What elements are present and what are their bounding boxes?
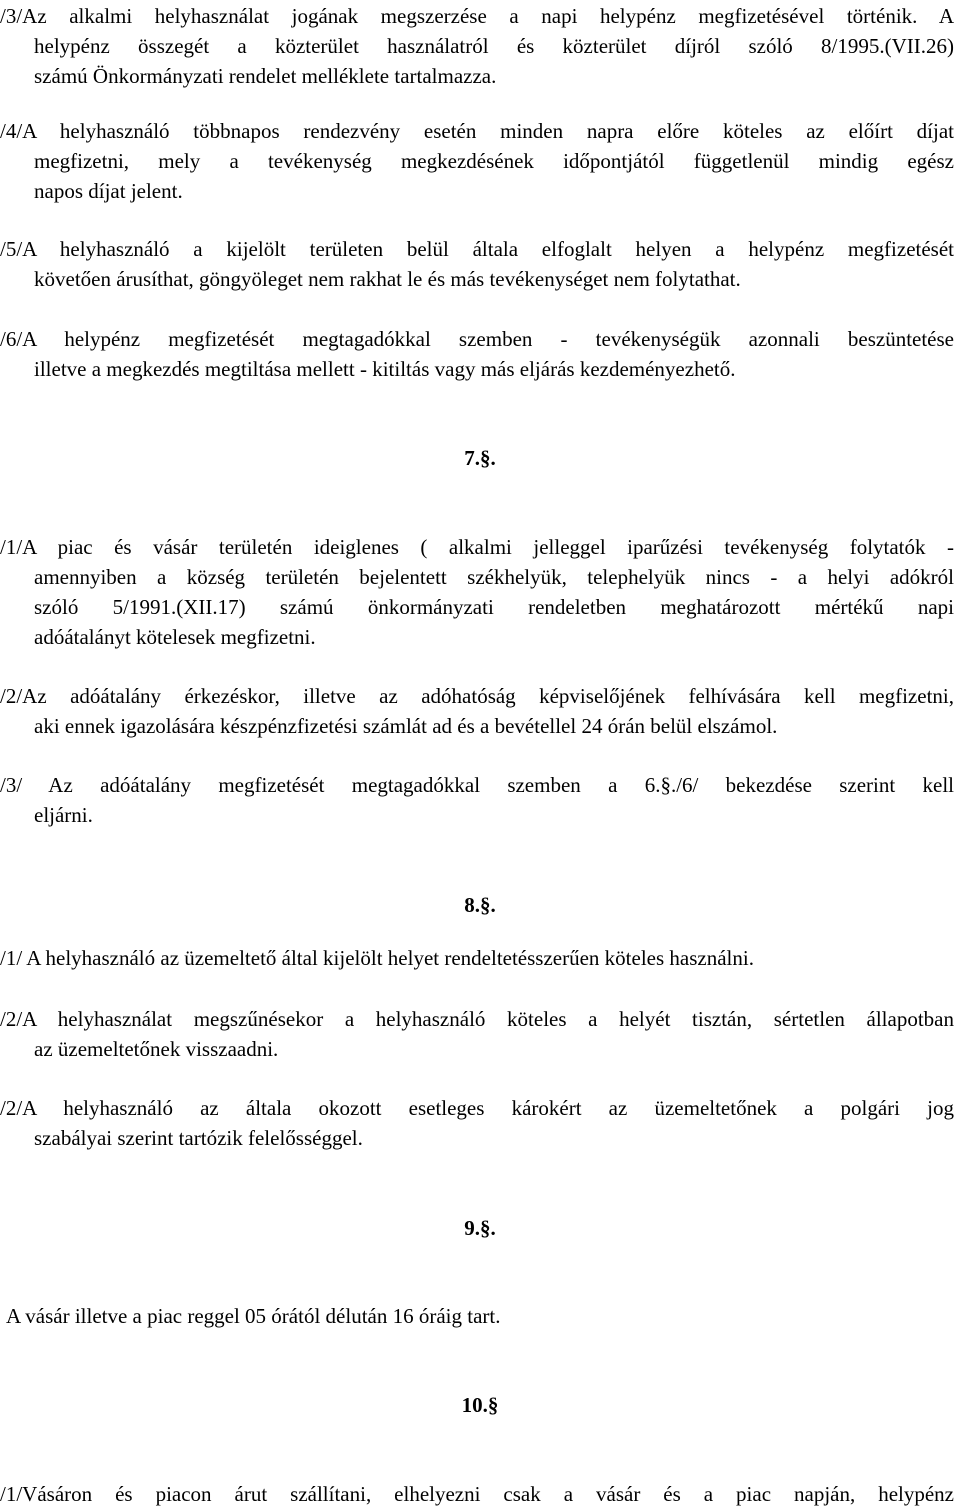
section-heading-7: 7.§. xyxy=(464,446,496,470)
paragraph-line: /6/A helypénz megfizetését megtagadókkal szemben - tevékenységük azonnali beszüntetése xyxy=(0,327,954,351)
paragraph-line: /2/Az adóátalány érkezéskor, illetve az adóhatóság képviselőjének felhívására kell megfizetni, xyxy=(0,684,954,708)
paragraph-6-3 xyxy=(0,1,954,91)
paragraph-line: /3/ Az adóátalány megfizetését megtagadókkal szemben a 6.§./6/ bekezdése szerint kell xyxy=(0,773,954,797)
paragraph-7-3 xyxy=(0,770,954,830)
paragraph-line: aki ennek igazolására készpénzfizetési számlát ad és a bevétellel 24 órán belül elszámol. xyxy=(34,714,778,738)
paragraph-line: /3/Az alkalmi helyhasználat jogának megszerzése a napi helypénz megfizetésével történik. A xyxy=(0,4,954,28)
paragraph-line: /5/A helyhasználó a kijelölt területen belül általa elfoglalt helyen a helypénz megfizetését xyxy=(0,237,954,261)
paragraph-6-5 xyxy=(0,234,954,294)
section-heading-10: 10.§ xyxy=(461,1393,499,1417)
paragraph-7-2 xyxy=(0,681,954,741)
paragraph-6-4 xyxy=(0,116,954,206)
paragraph-line: eljárni. xyxy=(34,803,93,827)
market-hours-text: A vásár illetve a piac reggel 05 órától délután 16 óráig tart. xyxy=(6,1304,501,1328)
paragraph-line: adóátalányt kötelesek megfizetni. xyxy=(34,625,316,649)
paragraph-line: szabályai szerint tartózik felelősséggel. xyxy=(34,1126,363,1150)
paragraph-line: az üzemeltetőnek visszaadni. xyxy=(34,1037,279,1061)
section-heading-9: 9.§. xyxy=(464,1216,496,1240)
paragraph-line: /1/ A helyhasználó az üzemeltető által kijelölt helyet rendeltetésszerűen köteles használni. xyxy=(0,946,754,970)
paragraph-line: amennyiben a község területén bejelentett székhelyük, telephelyük nincs - a helyi adókról xyxy=(34,565,954,589)
paragraph-line: /2/A helyhasználó az általa okozott esetleges károkért az üzemeltetőnek a polgári jog xyxy=(0,1096,954,1120)
paragraph-line: /1/A piac és vásár területén ideiglenes ( alkalmi jelleggel iparűzési tevékenység folytatók - xyxy=(0,535,954,559)
paragraph-8-3 xyxy=(0,1093,954,1153)
paragraph-line: /1/Vásáron és piacon árut szállítani, elhelyezni csak a vásár és a piac napján, helypénz xyxy=(0,1482,954,1506)
paragraph-7-1 xyxy=(0,532,954,652)
paragraph-line: megfizetni, mely a tevékenység megkezdésének időpontjától függetlenül mindig egész xyxy=(34,149,954,173)
paragraph-line: szóló 5/1991.(XII.17) számú önkormányzati rendeletben meghatározott mértékű napi xyxy=(34,595,954,619)
paragraph-line: illetve a megkezdés megtiltása mellett - kitiltás vagy más eljárás kezdeményezhető. xyxy=(34,357,736,381)
paragraph-line: számú Önkormányzati rendelet melléklete tartalmazza. xyxy=(34,64,497,88)
paragraph-10-1 xyxy=(0,1479,954,1509)
paragraph-line: /2/A helyhasználat megszűnésekor a helyhasználó köteles a helyét tisztán, sértetlen állapotban xyxy=(0,1007,954,1031)
paragraph-8-1 xyxy=(0,943,954,973)
paragraph-line: helypénz összegét a közterület használatról és közterület díjról szóló 8/1995.(VII.26) xyxy=(34,34,954,58)
paragraph-8-2 xyxy=(0,1004,954,1064)
paragraph-line: /4/A helyhasználó többnapos rendezvény esetén minden napra előre köteles az előírt díjat xyxy=(0,119,954,143)
paragraph-6-6 xyxy=(0,324,954,384)
paragraph-line: követően árusíthat, göngyöleget nem rakhat le és más tevékenységet nem folytathat. xyxy=(34,267,741,291)
section-heading-8: 8.§. xyxy=(464,893,496,917)
paragraph-line: napos díjat jelent. xyxy=(34,179,183,203)
